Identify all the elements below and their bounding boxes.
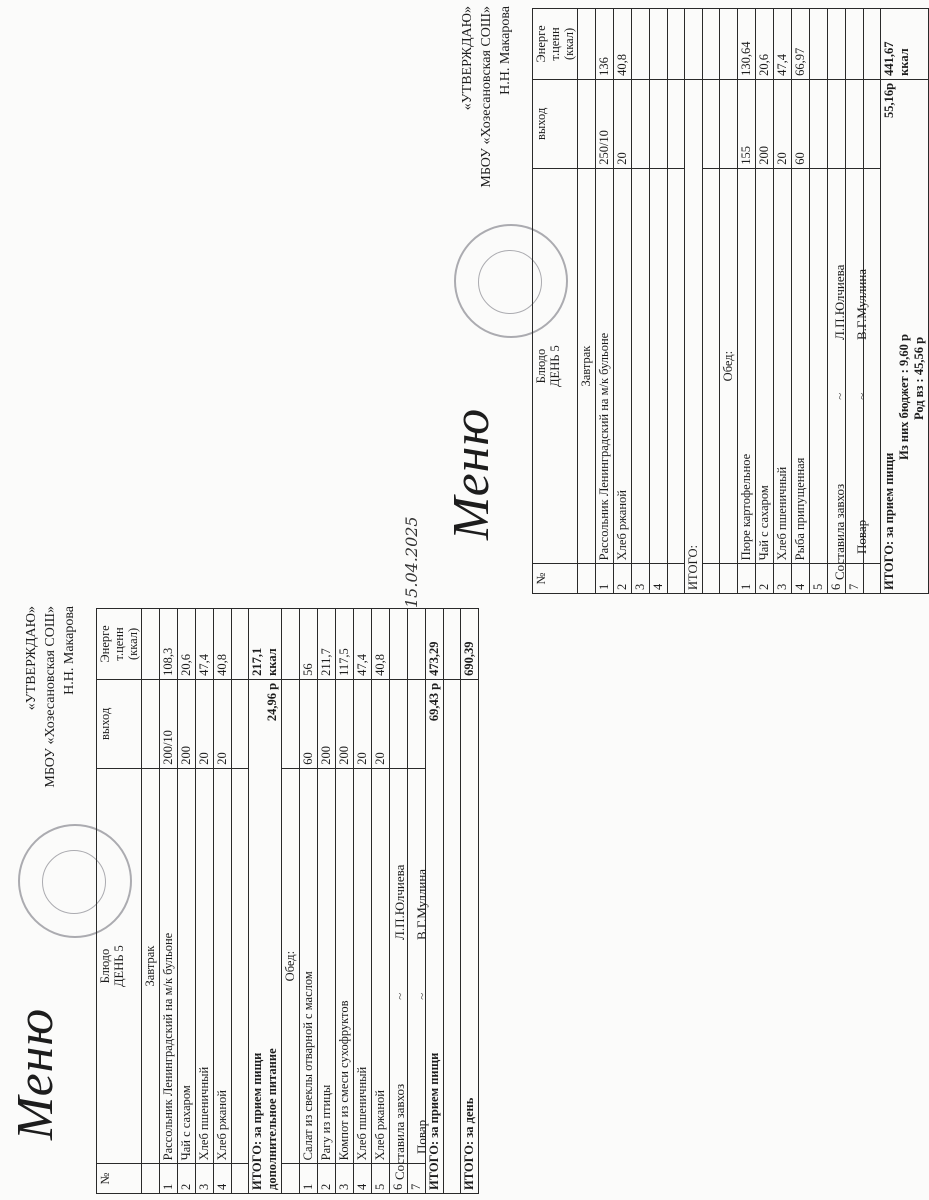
section-lunch: Обед: [282, 768, 300, 1164]
table-row: 2 Рагу из птицы 200 211,7 [318, 609, 336, 1194]
table-row: 3 Компот из смеси сухофруктов 200 117,5 [336, 609, 354, 1194]
table-row: 2 Хлеб ржаной 20 40,8 [614, 9, 632, 594]
approval-line: «УТВЕРЖДАЮ» [24, 606, 39, 711]
col-num: № [533, 564, 578, 594]
footer-cook: Повар~В.Г.Муллина [854, 268, 869, 554]
lunch-total-row: ИТОГО: за прием пищи 55,16р Из них бюджет : 9,60 р Род вз : 45,56 р 441,67 ккал [881, 9, 929, 594]
section-lunch: Обед: [720, 168, 738, 564]
footer-cook: Повар~В.Г.Муллина [414, 868, 429, 1154]
col-dish: Блюдо ДЕНЬ 5 [533, 168, 578, 564]
table-row: 6 [828, 9, 846, 594]
section-breakfast: Завтрак [578, 168, 596, 564]
table-row: 3 Хлеб пшеничный 20 47,4 [196, 609, 214, 1194]
table-row: 1 Салат из свеклы отварной с маслом 60 56 [300, 609, 318, 1194]
lunch-total-row: ИТОГО: за прием пищи 69,43 р 473,29 [426, 609, 444, 1194]
table-row: 1 Рассольник Ленинградский на м/к бульоне 250/10 136 [596, 9, 614, 594]
approval-director: Н.Н. Макарова [62, 606, 77, 695]
table-row: 3 Хлеб пшеничный 20 47,4 [774, 9, 792, 594]
table-row: 7 [408, 609, 426, 1194]
approval-line: «УТВЕРЖДАЮ» [460, 6, 475, 111]
menu-title: Меню [443, 407, 500, 540]
footer-compiled: Составила завхоз~Л.П.Юлчиева [832, 264, 847, 580]
col-energy: Энерге т.ценн (ккал) [533, 9, 578, 80]
breakfast-total-row: ИТОГО: [685, 9, 703, 594]
handwritten-date: 15.04.2025 [402, 516, 421, 608]
approval-director: Н.Н. Макарова [498, 6, 513, 95]
table-row: 4 Хлеб ржаной 20 40,8 [214, 609, 232, 1194]
table-row: 2 Чай с сахаром 200 20,6 [178, 609, 196, 1194]
table-row: 4 Рыба припущенная 60 66,97 [792, 9, 810, 594]
menu-title: Меню [7, 1007, 64, 1140]
section-breakfast: Завтрак [142, 768, 160, 1164]
col-dish: Блюдо ДЕНЬ 5 [97, 768, 142, 1164]
col-output: выход [97, 679, 142, 768]
footer-compiled: Составила завхоз~Л.П.Юлчиева [392, 864, 407, 1180]
breakfast-total-row: ИТОГО: за прием пищи дополнительное питание 24,96 р 217,1 ккал [249, 609, 282, 1194]
col-energy: Энерге т.ценн (ккал) [97, 609, 142, 680]
table-row: 5 Хлеб ржаной 20 40,8 [372, 609, 390, 1194]
table-row: 3 [632, 9, 650, 594]
menu-panel-left [0, 600, 476, 1200]
approval-block [458, 6, 515, 188]
col-num: № [97, 1164, 142, 1194]
table-row: 1 Рассольник Ленинградский на м/к бульоне 200/10 108,3 [160, 609, 178, 1194]
table-row: 1 Пюре картофельное 155 130,64 [738, 9, 756, 594]
approval-block [22, 606, 79, 788]
col-output: выход [533, 79, 578, 168]
approval-school: МБОУ «Хозесановская СОШ» [43, 606, 58, 788]
menu-panel-right [436, 0, 926, 600]
table-row: 6 [390, 609, 408, 1194]
day-total-row: ИТОГО: за день 690,39 [461, 609, 479, 1194]
table-row: 5 [810, 9, 828, 594]
approval-school: МБОУ «Хозесановская СОШ» [479, 6, 494, 188]
table-row: 4 [650, 9, 668, 594]
table-row: 2 Чай с сахаром 200 20,6 [756, 9, 774, 594]
table-row: 4 Хлеб пшеничный 20 47,4 [354, 609, 372, 1194]
table-row: 7 [846, 9, 864, 594]
